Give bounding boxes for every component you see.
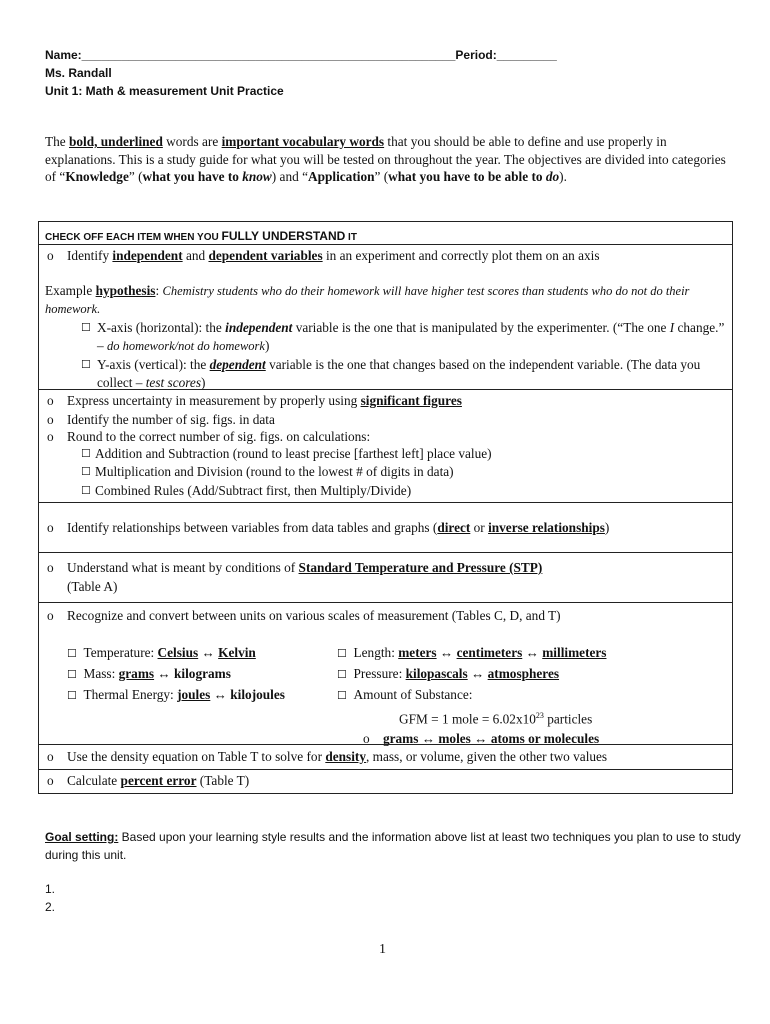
- teacher-name: Ms. Randall: [45, 66, 112, 80]
- example-hypothesis: Example hypothesis: Chemistry students who do their homework will have higher test scores than students who do not do their homework.: [45, 282, 690, 316]
- sub-item: ☐ Addition and Subtraction (round to least precise [farthest left] place value): [81, 445, 492, 461]
- goal-item-1: 1.: [45, 882, 56, 896]
- gfm-line: GFM = 1 mole = $6.02x10^{23}$ particles: [399, 711, 593, 727]
- temperature-item: ☐ Temperature: Celsius ↔ Kelvin: [67, 645, 256, 660]
- unit-title: Unit 1: Math & measurement Unit Practice: [45, 84, 284, 98]
- section-relationships: [38, 502, 733, 553]
- list-item: o Identify relationships between variables from data tables and graphs (direct or inverse relationships): [47, 520, 610, 535]
- conversion-line: o grams ↔ moles ↔ atoms or molecules: [363, 731, 600, 747]
- sub-item: ☐ Multiplication and Division (round to the lowest # of digits in data): [81, 464, 454, 479]
- list-item: o Identify the number of sig. figs. in data: [47, 411, 275, 427]
- amount-item: ☐ Amount of Substance:: [337, 687, 473, 702]
- section-percent-error: [38, 769, 733, 794]
- page-number: 1: [379, 942, 386, 957]
- length-item: ☐ Length: meters ↔ centimeters ↔ millimeters: [337, 645, 607, 660]
- list-item: o Round to the correct number of sig. figs. on calculations:: [47, 428, 371, 444]
- section-sig-figs: [38, 389, 733, 503]
- checklist-header: CHECK OFF EACH ITEM WHEN YOU FULLY UNDERSTAND IT: [38, 221, 733, 245]
- list-item: o Express uncertainty in measurement by properly using significant figures: [47, 393, 462, 408]
- section-stp: [38, 552, 733, 603]
- units-left-column: [67, 643, 285, 706]
- mass-item: ☐ Mass: grams ↔ kilograms: [67, 666, 231, 681]
- goal-setting: Goal setting: Based upon your learning style results and the information above list at least two techniques you plan to use to study during this unit.: [45, 830, 741, 862]
- goal-item-2: 2.: [45, 900, 56, 914]
- list-item: o Use the density equation on Table T to solve for density, mass, or volume, given the other two values: [47, 749, 608, 764]
- list-item: o Identify independent and dependent variables in an experiment and correctly plot them on an axis: [47, 248, 600, 263]
- list-item: o Calculate percent error (Table T): [47, 773, 250, 788]
- units-right-column: [337, 643, 606, 749]
- goal-list: [45, 880, 55, 916]
- sub-item: ☐ Combined Rules (Add/Subtract first, then Multiply/Divide): [81, 482, 412, 498]
- table-ref: (Table A): [67, 578, 118, 594]
- x-axis-item: ☐ X-axis (horizontal): the independent variable is the one that is manipulated by the experimenter. (“The one I change.” – do homework/not do homework): [81, 319, 725, 353]
- intro-paragraph: The bold, underlined words are important vocabulary words that you should be able to define and use properly in explanations. This is a study guide for what you will be tested on throughout the year. The objectives are divided into categories of “Knowledge” (what you have to know) and “Application” (what you have to be able to do).: [45, 134, 726, 184]
- list-item: o Understand what is meant by conditions of Standard Temperature and Pressure (STP): [47, 560, 543, 575]
- section-units: [38, 602, 733, 745]
- section-variables: [38, 244, 733, 390]
- page-header: [45, 46, 557, 100]
- section-density: [38, 744, 733, 770]
- pressure-item: ☐ Pressure: kilopascals ↔ atmospheres: [337, 666, 560, 681]
- thermal-energy-item: ☐ Thermal Energy: joules ↔ kilojoules: [67, 687, 285, 702]
- name-period-line: Name:________________________________________________________Period:_________: [45, 48, 557, 62]
- y-axis-item: ☐ Y-axis (vertical): the dependent variable is the one that changes based on the independent variable. (The data you collect – test scores): [81, 356, 701, 390]
- list-item: o Recognize and convert between units on various scales of measurement (Tables C, D, and T): [47, 608, 561, 623]
